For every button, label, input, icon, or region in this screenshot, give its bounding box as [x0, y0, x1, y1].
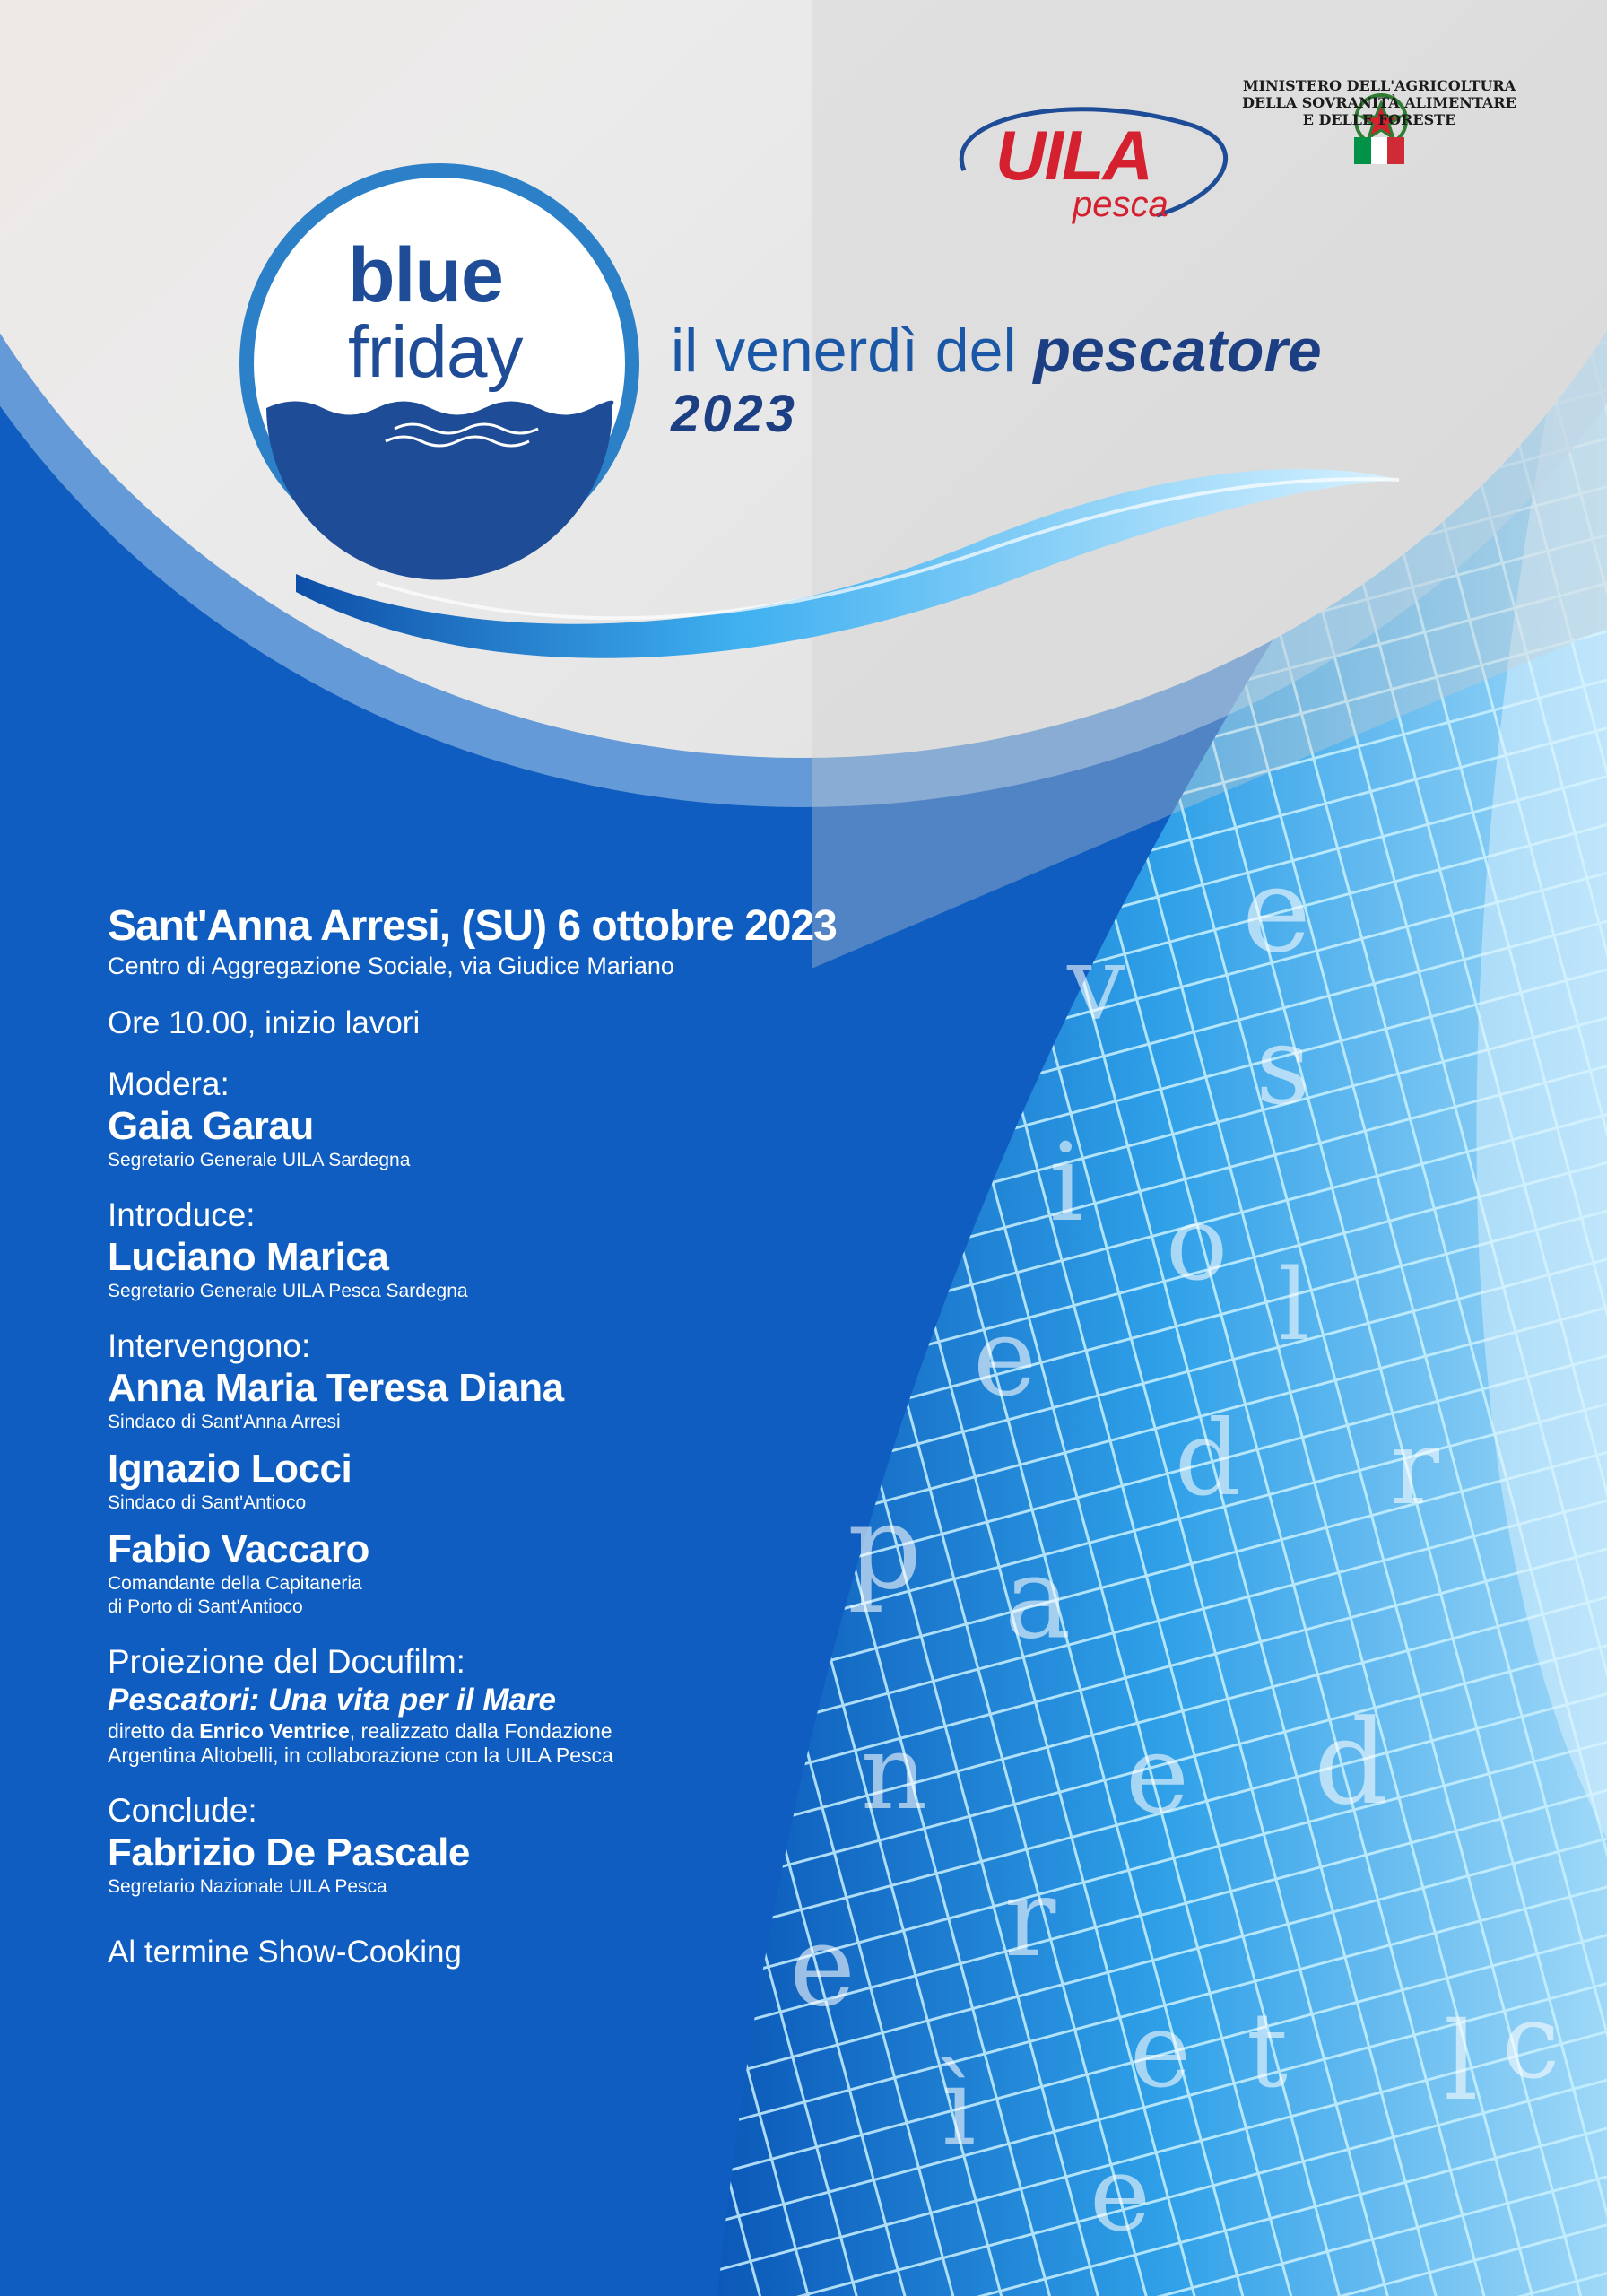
speaker-name: Fabio Vaccaro [108, 1527, 369, 1571]
flag-stripe-red [1387, 137, 1404, 164]
ministry-line: MINISTERO DELL'AGRICOLTURA [1242, 77, 1516, 94]
conclusion-name: Fabrizio De Pascale [108, 1831, 470, 1874]
start-time: Ore 10.00, inizio lavori [108, 1005, 421, 1040]
net-letter: c [1502, 1982, 1560, 2102]
net-letter: d [1314, 1694, 1389, 1831]
event-headline: Sant'Anna Arresi, (SU) 6 ottobre 2023 [108, 902, 837, 950]
speaker-role: Sindaco di Sant'Antioco [108, 1492, 307, 1513]
net-letter: ì [942, 2045, 977, 2170]
moderator-label: Modera: [108, 1065, 230, 1102]
uila-pesca-logo [958, 108, 1218, 233]
net-letter: d [1175, 1399, 1241, 1519]
film-description [108, 1719, 933, 1744]
event-venue: Centro di Aggregazione Sociale, via Giudice Mariano [108, 952, 674, 979]
film-director: Enrico Ventrice [199, 1719, 350, 1743]
net-letter: i [1049, 1121, 1084, 1246]
conclusion-label: Conclude: [108, 1792, 257, 1829]
introducer-label: Introduce: [108, 1196, 256, 1233]
net-letter: t [1247, 1991, 1289, 2111]
net-letter: o [1166, 1184, 1229, 1304]
tagline-bold: pescatore [1033, 317, 1322, 385]
pesca-logo-text: pesca [1073, 185, 1168, 224]
italian-flag-icon [1354, 137, 1404, 164]
tagline [671, 316, 1322, 386]
speaker-role-line2: di Porto di Sant'Antioco [108, 1596, 303, 1617]
ministry-line: E DELLE FORESTE [1302, 111, 1456, 128]
film-desc-suffix: , realizzato dalla Fondazione [349, 1719, 612, 1743]
film-title: Pescatori: Una vita per il Mare [108, 1683, 556, 1718]
ministry-line: DELLA SOVRANITÀ ALIMENTARE [1242, 94, 1516, 111]
moderator-role: Segretario Generale UILA Sardegna [108, 1150, 411, 1170]
tagline-prefix: il venerdì del [671, 317, 1034, 385]
net-letter: e [789, 1901, 856, 2031]
net-letter: p [847, 1479, 923, 1615]
introducer-role: Segretario Generale UILA Pesca Sardegna [108, 1281, 468, 1301]
event-year: 2023 [671, 385, 798, 443]
blue-friday-logo-blue: blue [348, 232, 503, 318]
speaker-name: Anna Maria Teresa Diana [108, 1366, 564, 1410]
speaker-role: Sindaco di Sant'Anna Arresi [108, 1412, 341, 1432]
speaker-role: Comandante della Capitaneria [108, 1573, 362, 1594]
net-letter: e [1125, 1713, 1190, 1838]
film-description-line2: Argentina Altobelli, in collaborazione con la UILA Pesca [108, 1744, 613, 1767]
net-letter: s [1255, 1004, 1311, 1129]
flag-stripe-green [1354, 137, 1371, 164]
flag-stripe-white [1371, 137, 1388, 164]
film-label: Proiezione del Docufilm: [108, 1643, 465, 1680]
net-letter: r [1390, 1408, 1439, 1528]
closing-note: Al termine Show-Cooking [108, 1935, 462, 1970]
net-letter: v [1067, 924, 1125, 1044]
uila-logo-text: UILA [995, 116, 1151, 195]
net-letter: n [861, 1713, 928, 1833]
speaker-name: Ignazio Locci [108, 1447, 352, 1491]
introducer-name: Luciano Marica [108, 1235, 389, 1279]
conclusion-role: Segretario Nazionale UILA Pesca [108, 1876, 387, 1897]
blue-friday-logo-friday: friday [348, 311, 523, 393]
event-program [108, 901, 933, 1970]
net-letter: r [1004, 1857, 1056, 1981]
speakers-label: Intervengono: [108, 1327, 311, 1364]
net-letter: l [1444, 2000, 1479, 2125]
net-letter: e [1090, 2135, 1151, 2255]
net-letter: e [973, 1296, 1038, 1421]
net-letter: e [1242, 842, 1311, 978]
moderator-name: Gaia Garau [108, 1104, 314, 1148]
ministry-logo [1227, 77, 1532, 164]
net-letter: a [1004, 1534, 1072, 1664]
net-letter: e [1130, 1991, 1192, 2111]
net-letter: l [1278, 1248, 1310, 1362]
film-desc-prefix: diretto da [108, 1719, 200, 1743]
